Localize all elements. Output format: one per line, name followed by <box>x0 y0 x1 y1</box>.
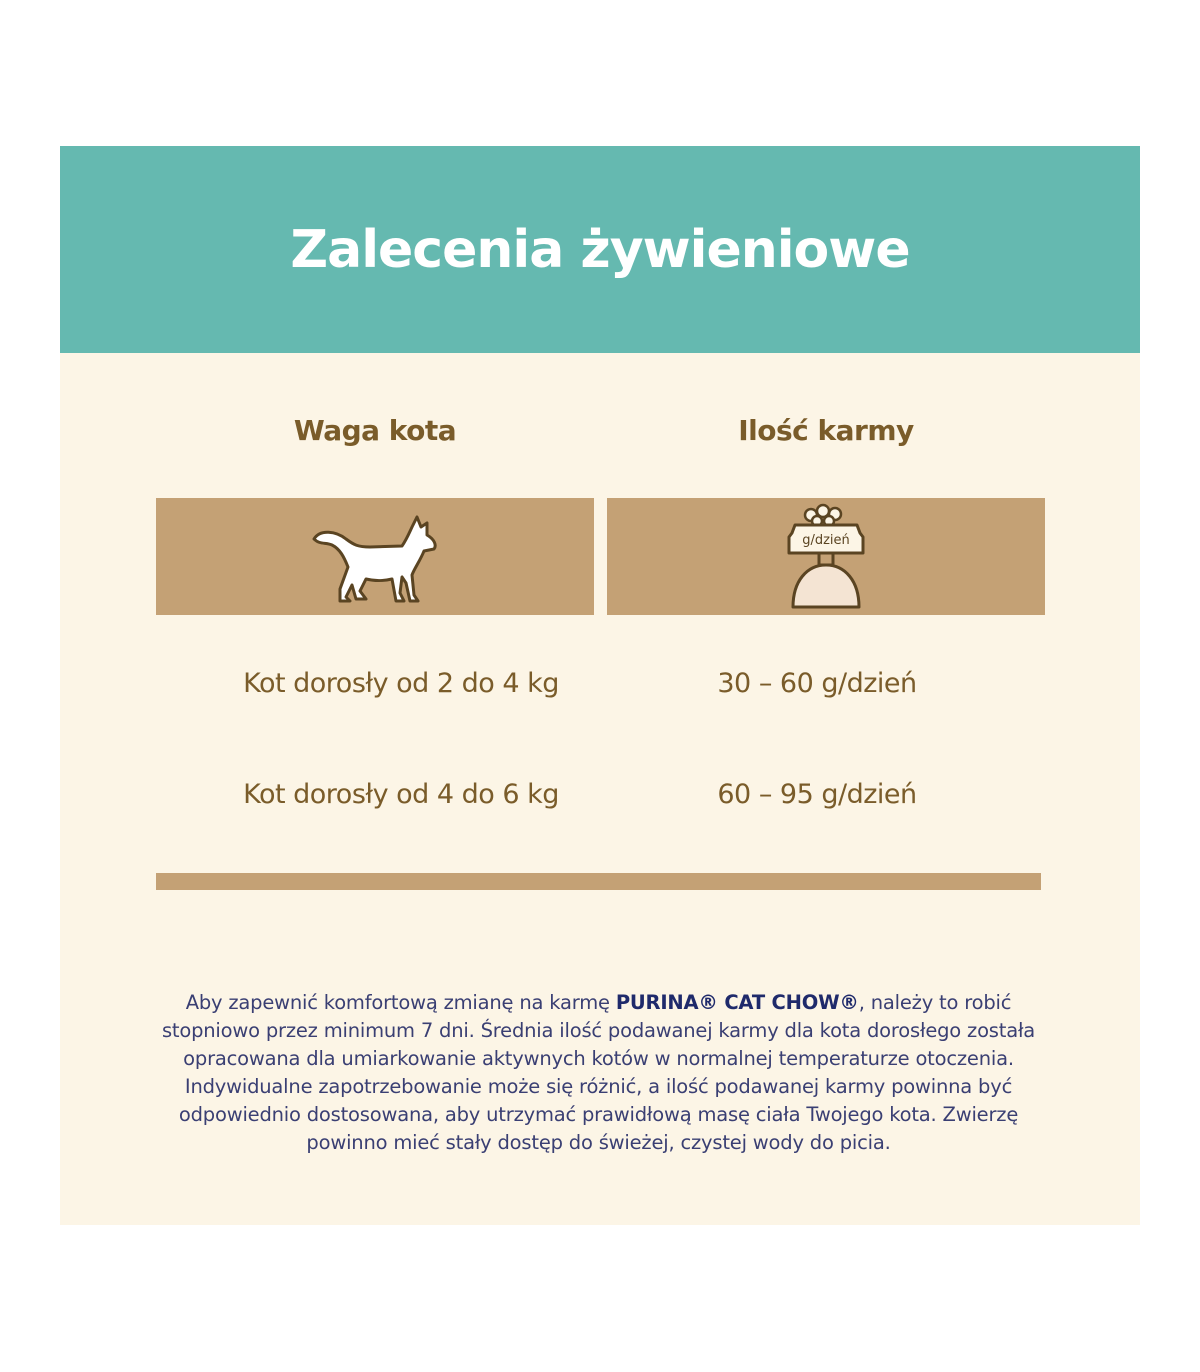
header-banner <box>60 146 1140 353</box>
table-divider <box>156 873 1041 890</box>
cat-icon <box>310 509 440 605</box>
weight-cell-row-1: Kot dorosły od 2 do 4 kg <box>243 668 559 699</box>
amount-cell-row-2: 60 – 95 g/dzień <box>717 779 917 810</box>
weight-icon-box <box>156 498 594 615</box>
scale-label: g/dzień <box>802 532 850 548</box>
amount-icon-box <box>607 498 1045 615</box>
brand-name: PURINA® CAT CHOW® <box>615 991 859 1014</box>
amount-cell-row-1: 30 – 60 g/dzień <box>717 668 917 699</box>
weight-column-header: Waga kota <box>293 414 457 447</box>
feeding-card <box>60 146 1140 1225</box>
page-title: Zalecenia żywieniowe <box>290 219 910 280</box>
note-text-after: , należy to robić stopniowo przez minimum 7 dni. Średnia ilość podawanej karmy dla kota dorosłego została opracowana dla umiarkowanie aktywnych kotów w normalnej temperaturze otoczenia. Indywidualne zapotrzebowanie może się różnić, a ilość podawanej karmy powinna być odpowiednio dostosowana, aby utrzymać prawidłową masę ciała Twojego kota. Zwierzę powinno mieć stały dostęp do świeżej, czystej wody do picia. <box>161 991 1036 1154</box>
food-scale-icon <box>783 503 869 611</box>
feeding-note <box>156 989 1041 1157</box>
amount-column-header: Ilość karmy <box>738 414 914 447</box>
weight-cell-row-2: Kot dorosły od 4 do 6 kg <box>243 779 559 810</box>
note-text-before: Aby zapewnić komfortową zmianę na karmę <box>185 991 616 1014</box>
